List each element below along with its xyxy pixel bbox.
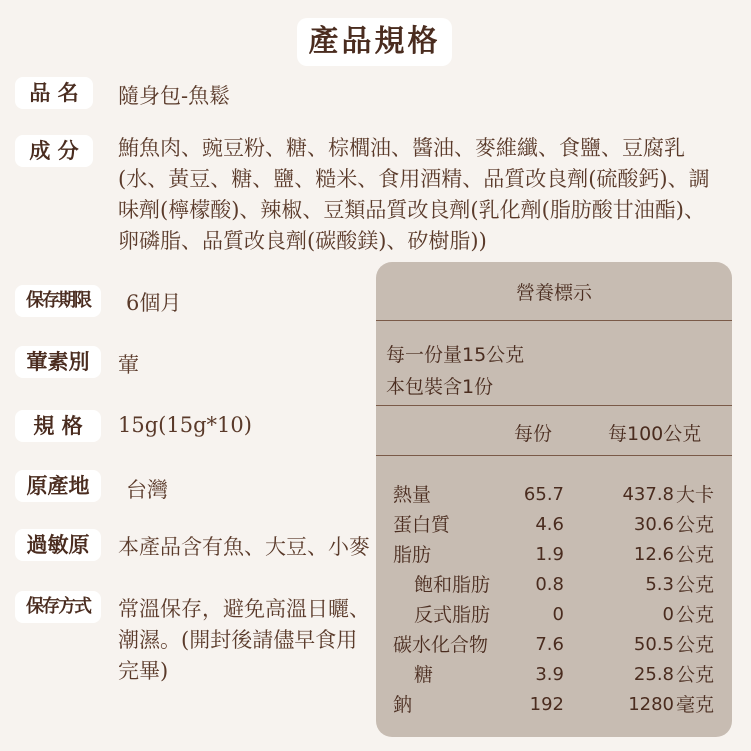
servings-per-pack: 本包裝含1份: [386, 376, 494, 398]
nutrient-name: 蛋白質: [393, 514, 451, 536]
label-shelf-life: 保存期限: [15, 285, 101, 317]
nutrition-title: 營養標示: [515, 282, 592, 304]
label-size: 規 格: [15, 410, 101, 442]
nutrition-row: [376, 600, 732, 630]
nutrition-row: [376, 480, 732, 510]
label-origin: 原產地: [15, 470, 101, 502]
label-ingredients: 成 分: [15, 135, 93, 167]
value-allergens: 本產品含有魚、大豆、小麥: [118, 535, 370, 559]
nutrient-name: 碳水化合物: [393, 634, 489, 656]
unit: 公克: [676, 544, 715, 566]
nutrient-name: 反式脂肪: [414, 604, 491, 626]
per-100g-value: 50.5: [633, 634, 674, 655]
per-100g-value: 437.8: [622, 484, 674, 505]
nutrient-name: 脂肪: [393, 544, 432, 566]
per-serving-value: 7.6: [535, 634, 564, 655]
per-serving-value: 3.9: [535, 664, 564, 685]
divider: [376, 405, 732, 406]
divider: [376, 320, 732, 321]
nutrition-row: [376, 570, 732, 600]
nutrient-name: 熱量: [393, 484, 432, 506]
per-100g-value: 12.6: [633, 544, 674, 565]
serving-size: 每一份量15公克: [386, 344, 525, 366]
nutrition-row: [376, 630, 732, 660]
unit: 公克: [676, 604, 715, 626]
nutrition-row: [376, 510, 732, 540]
unit: 公克: [676, 574, 715, 596]
value-ingredients: 鮪魚肉、豌豆粉、糖、棕櫚油、醬油、麥維纖、食鹽、豆腐乳(水、黃豆、糖、鹽、糙米、食用酒精、品質改良劑(硫酸鈣)、調味劑(檸檬酸)、辣椒、豆類品質改良劑(乳化劑(脂肪酸甘油酯)、卵磷脂、品質改良劑(碳酸鎂)、矽樹脂)): [118, 136, 710, 253]
value-name: 隨身包-魚鬆: [118, 84, 231, 108]
per-100g-value: 25.8: [633, 664, 674, 685]
per-100g-value: 30.6: [633, 514, 674, 535]
per-100g-value: 5.3: [645, 574, 674, 595]
unit: 公克: [676, 664, 715, 686]
col-per-serving: 每份: [514, 423, 553, 445]
unit: 毫克: [676, 694, 715, 716]
nutrition-panel: [376, 262, 732, 737]
per-serving-value: 192: [529, 694, 564, 715]
value-diet: 葷: [118, 353, 139, 377]
label-allergens: 過敏原: [15, 529, 101, 561]
nutrient-name: 鈉: [393, 694, 413, 716]
value-storage: 常溫保存，避免高溫日曬、潮濕。(開封後請儘早食用完畢): [118, 597, 370, 683]
label-diet: 葷素別: [15, 346, 101, 378]
unit: 大卡: [676, 484, 715, 506]
divider: [376, 455, 732, 456]
nutrition-row: [376, 540, 732, 570]
per-serving-value: 0.8: [535, 574, 564, 595]
per-100g-value: 0: [662, 604, 674, 625]
per-serving-value: 0: [552, 604, 564, 625]
per-serving-value: 1.9: [535, 544, 564, 565]
page-title: 產品規格: [297, 18, 452, 66]
unit: 公克: [676, 634, 715, 656]
unit: 公克: [676, 514, 715, 536]
value-shelf-life: 6個月: [126, 291, 182, 315]
value-origin: 台灣: [126, 478, 168, 502]
per-100g-value: 1280: [628, 694, 674, 715]
nutrition-row: [376, 690, 732, 720]
value-size: 15g(15g*10): [118, 413, 252, 437]
label-storage: 保存方式: [15, 591, 101, 623]
per-serving-value: 4.6: [535, 514, 564, 535]
label-name: 品 名: [15, 77, 93, 109]
per-serving-value: 65.7: [523, 484, 564, 505]
nutrient-name: 糖: [414, 664, 434, 686]
col-per-100g: 每100公克: [608, 423, 702, 445]
nutrient-name: 飽和脂肪: [414, 574, 491, 596]
nutrition-row: [376, 660, 732, 690]
